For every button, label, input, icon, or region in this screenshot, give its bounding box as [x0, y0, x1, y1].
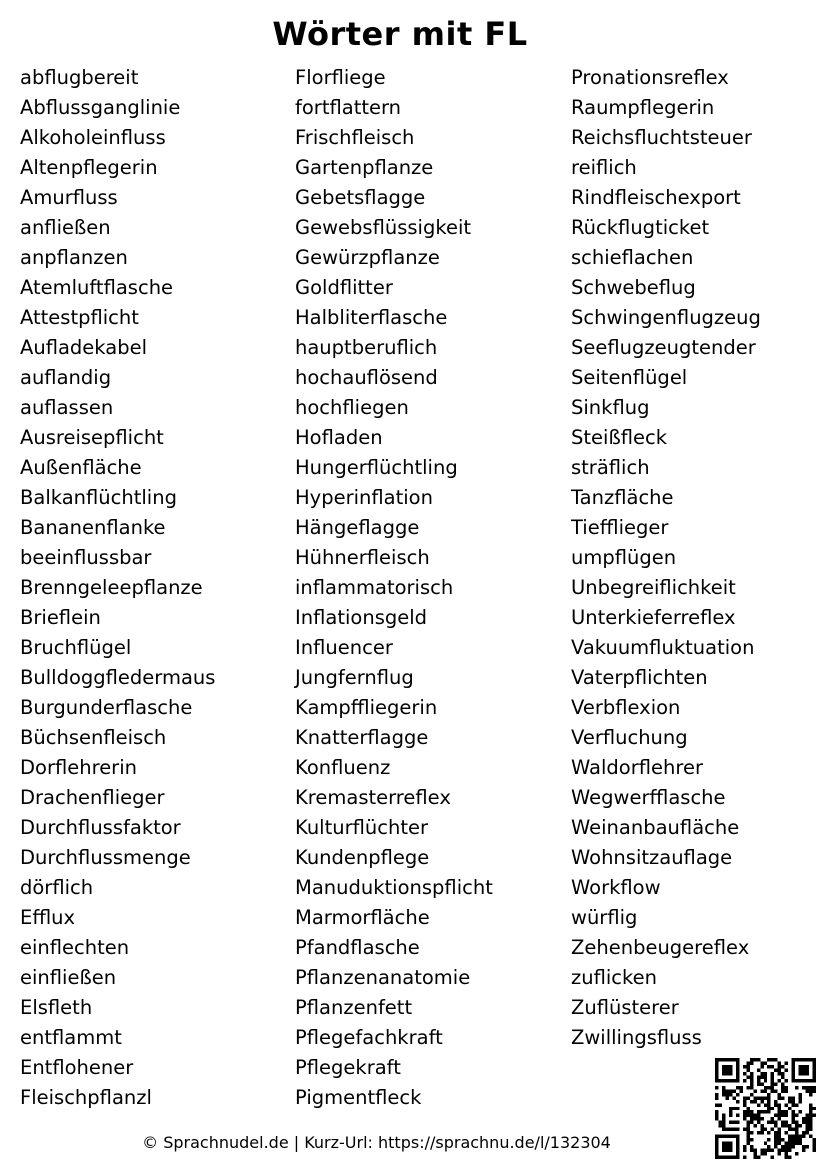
- word-item: Balkanflüchtling: [20, 486, 177, 509]
- word-item: Schwebeflug: [571, 276, 696, 299]
- word-item: Seitenflügel: [571, 366, 688, 389]
- word-item: Gewürzpflanze: [295, 246, 440, 269]
- footer-credit: © Sprachnudel.de | Kurz-Url: https://sprachnu.de/l/132304: [142, 1133, 611, 1152]
- word-item: Pflegefachkraft: [295, 1026, 443, 1049]
- word-item: Pflanzenanatomie: [295, 966, 471, 989]
- word-item: Inflationsgeld: [295, 606, 428, 629]
- word-item: abflugbereit: [20, 66, 139, 89]
- word-item: Rückflugticket: [571, 216, 710, 239]
- word-item: Aufladekabel: [20, 336, 147, 359]
- word-item: Raumpflegerin: [571, 96, 715, 119]
- word-item: Pfandflasche: [295, 936, 420, 959]
- word-item: einflechten: [20, 936, 130, 959]
- word-item: Abflussganglinie: [20, 96, 181, 119]
- word-item: Bulldoggfledermaus: [20, 666, 216, 689]
- word-item: Frischfleisch: [295, 126, 415, 149]
- word-item: umpflügen: [571, 546, 677, 569]
- qr-code-icon[interactable]: [715, 1058, 816, 1159]
- word-item: hochauflösend: [295, 366, 438, 389]
- word-item: schieflachen: [571, 246, 694, 269]
- word-item: Halbliterflasche: [295, 306, 448, 329]
- word-item: Büchsenfleisch: [20, 726, 167, 749]
- word-item: Tiefflieger: [571, 516, 669, 539]
- word-column-3: [571, 63, 761, 1053]
- word-item: Influencer: [295, 636, 393, 659]
- word-item: beeinflussbar: [20, 546, 152, 569]
- word-item: Drachenflieger: [20, 786, 165, 809]
- word-item: Dorflehrerin: [20, 756, 137, 779]
- word-item: Verfluchung: [571, 726, 688, 749]
- word-item: Efflux: [20, 906, 76, 929]
- word-item: Kundenpflege: [295, 846, 430, 869]
- word-item: Vakuumfluktuation: [571, 636, 755, 659]
- word-item: Durchflussmenge: [20, 846, 191, 869]
- word-item: Pigmentfleck: [295, 1086, 422, 1109]
- word-item: Attestpflicht: [20, 306, 139, 329]
- word-item: entflammt: [20, 1026, 122, 1049]
- word-item: Burgunderflasche: [20, 696, 193, 719]
- word-item: zuflicken: [571, 966, 657, 989]
- word-item: Kremasterreflex: [295, 786, 451, 809]
- word-item: Hängeflagge: [295, 516, 420, 539]
- word-item: dörflich: [20, 876, 94, 899]
- word-item: Workflow: [571, 876, 661, 899]
- word-item: Fleischpflanzl: [20, 1086, 152, 1109]
- word-item: Weinanbaufläche: [571, 816, 740, 839]
- word-item: einfließen: [20, 966, 117, 989]
- word-item: Ausreisepflicht: [20, 426, 164, 449]
- word-item: auflandig: [20, 366, 112, 389]
- word-item: Alkoholeinfluss: [20, 126, 166, 149]
- word-item: Gebetsflagge: [295, 186, 426, 209]
- word-item: hochfliegen: [295, 396, 409, 419]
- word-item: Altenpflegerin: [20, 156, 158, 179]
- word-item: Wegwerfflasche: [571, 786, 726, 809]
- word-column-2: [295, 63, 493, 1113]
- word-item: Waldorflehrer: [571, 756, 703, 779]
- word-item: Hyperinflation: [295, 486, 433, 509]
- word-item: Schwingenflugzeug: [571, 306, 761, 329]
- word-item: Jungfernflug: [295, 666, 414, 689]
- word-item: Brieflein: [20, 606, 101, 629]
- word-item: Knatterflagge: [295, 726, 429, 749]
- page-title: Wörter mit FL: [272, 15, 528, 53]
- word-item: inflammatorisch: [295, 576, 454, 599]
- word-column-1: [20, 63, 215, 1113]
- word-item: auflassen: [20, 396, 114, 419]
- word-item: Wohnsitzauflage: [571, 846, 733, 869]
- word-item: Amurfluss: [20, 186, 118, 209]
- word-item: würflig: [571, 906, 638, 929]
- word-item: Kulturflüchter: [295, 816, 428, 839]
- word-item: Bananenflanke: [20, 516, 166, 539]
- word-item: Hungerflüchtling: [295, 456, 458, 479]
- word-item: Elsfleth: [20, 996, 93, 1019]
- word-item: Atemluftflasche: [20, 276, 174, 299]
- word-item: Bruchflügel: [20, 636, 132, 659]
- word-item: Gartenpflanze: [295, 156, 434, 179]
- word-item: Pflegekraft: [295, 1056, 401, 1079]
- word-item: Vaterpflichten: [571, 666, 708, 689]
- word-item: Kampffliegerin: [295, 696, 438, 719]
- word-item: Zehenbeugereflex: [571, 936, 750, 959]
- word-item: Konfluenz: [295, 756, 391, 779]
- word-item: Goldflitter: [295, 276, 393, 299]
- word-item: Zuflüsterer: [571, 996, 679, 1019]
- word-item: Durchflussfaktor: [20, 816, 181, 839]
- word-item: hauptberuflich: [295, 336, 438, 359]
- word-item: Steißfleck: [571, 426, 668, 449]
- word-item: Pflanzenfett: [295, 996, 413, 1019]
- word-item: Rindfleischexport: [571, 186, 741, 209]
- word-item: Tanzfläche: [571, 486, 674, 509]
- word-item: Manuduktionspflicht: [295, 876, 493, 899]
- word-item: reiflich: [571, 156, 637, 179]
- word-item: fortflattern: [295, 96, 402, 119]
- word-item: Pronationsreflex: [571, 66, 729, 89]
- word-item: Unterkieferreflex: [571, 606, 736, 629]
- word-item: Hühnerfleisch: [295, 546, 430, 569]
- word-item: Verbflexion: [571, 696, 681, 719]
- word-item: Seeflugzeugtender: [571, 336, 756, 359]
- word-item: anfließen: [20, 216, 111, 239]
- word-item: Marmorfläche: [295, 906, 430, 929]
- word-item: Hofladen: [295, 426, 383, 449]
- word-item: Unbegreiflichkeit: [571, 576, 736, 599]
- word-item: Brenngeleepflanze: [20, 576, 203, 599]
- word-item: Reichsfluchtsteuer: [571, 126, 752, 149]
- word-item: anpflanzen: [20, 246, 128, 269]
- word-item: Außenfläche: [20, 456, 142, 479]
- word-item: Florfliege: [295, 66, 386, 89]
- word-item: Gewebsflüssigkeit: [295, 216, 472, 239]
- word-item: Zwillingsfluss: [571, 1026, 702, 1049]
- word-item: Sinkflug: [571, 396, 650, 419]
- word-item: Entflohener: [20, 1056, 134, 1079]
- word-item: sträflich: [571, 456, 650, 479]
